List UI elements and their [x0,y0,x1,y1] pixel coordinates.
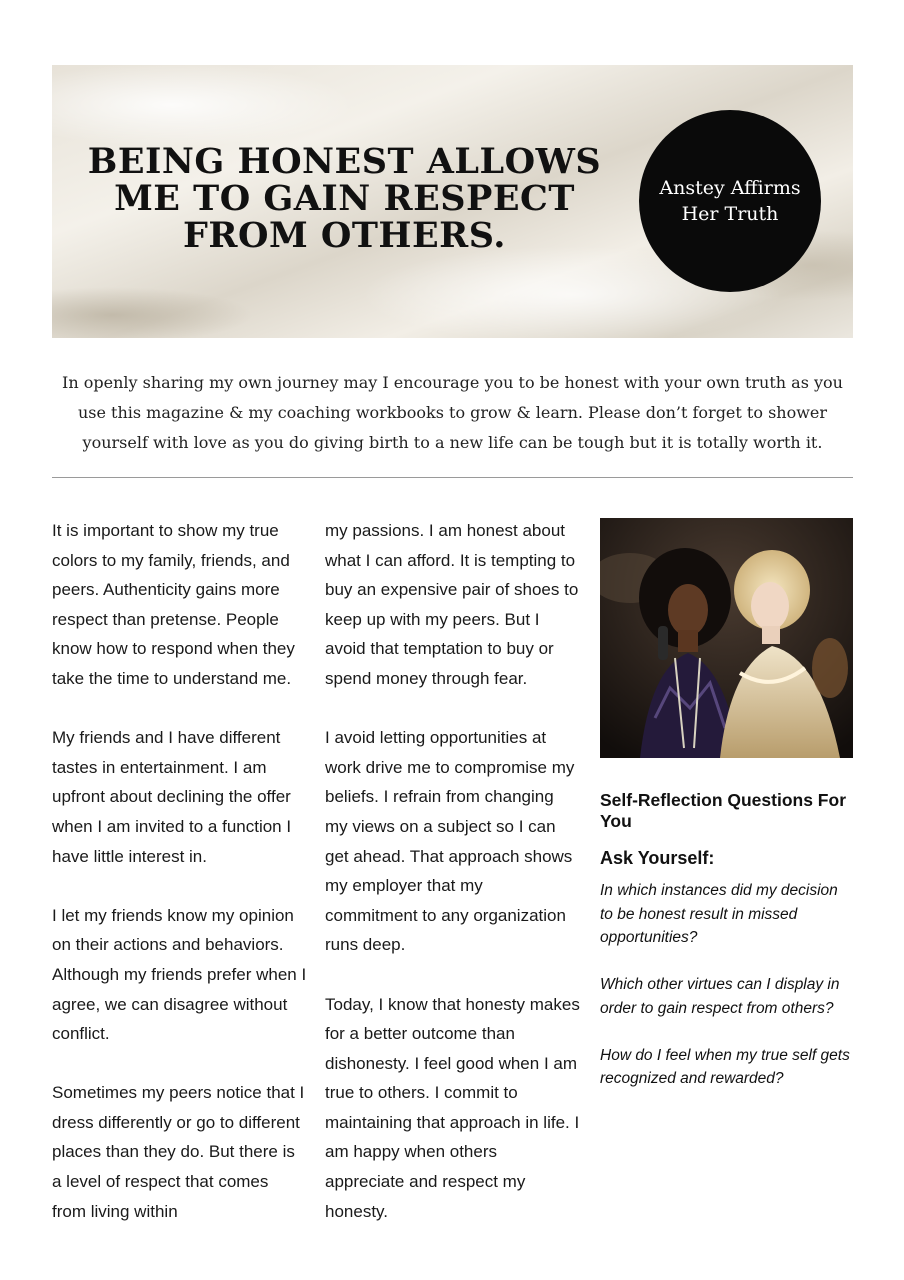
paragraph: Today, I know that honesty makes for a better outcome than dishonesty. I feel good when I am true to others. I commit to maintaining that approach in life. I am happy when others appreciate and respect my honesty. [325,994,580,1221]
question: Which other virtues can I display in order to gain respect from others? [600,976,840,1017]
question: How do I feel when my true self gets recognized and rewarded? [600,1046,850,1087]
paragraph: I let my friends know my opinion on their actions and behaviors. Although my friends prefer when I agree, we can disagree without conflict. [52,905,307,1044]
reflection-sidebar [600,790,855,1114]
sidebar-heading: Self-Reflection Questions For You [600,790,846,831]
photo-two-women [600,518,853,758]
paragraph: It is important to show my true colors to my family, friends, and peers. Authenticity gains more respect than pretense. People know how to respond when they take the time to understand me. [52,521,295,688]
page-title: BEING HONEST ALLOWS ME TO GAIN RESPECT FROM OTHERS. [87,141,602,256]
header-banner [52,65,853,338]
paragraph: Sometimes my peers notice that I dress differently or go to different places than they do. But there is a level of respect that comes from living within [52,1083,305,1221]
divider [52,477,853,478]
question: In which instances did my decision to be honest result in missed opportunities? [600,882,838,946]
intro-paragraph: In openly sharing my own journey may I encourage you to be honest with your own truth as you use this magazine & my coaching workbooks to grow & learn. Please don’t forget to shower yourself with love as you do giving birth to a new life can be tough but it is totally worth it. [62,373,843,452]
paragraph: my passions. I am honest about what I can afford. It is tempting to buy an expensive pair of shoes to keep up with my peers. But I avoid that temptation to buy or spend money through fear. [325,521,579,688]
paragraph: My friends and I have different tastes in entertainment. I am upfront about declining the offer when I am invited to a function I have little interest in. [52,728,292,866]
sidebar-subheading: Ask Yourself: [600,848,715,868]
affirmation-badge: Anstey Affirms Her Truth [639,110,821,292]
paragraph: I avoid letting opportunities at work drive me to compromise my beliefs. I refrain from changing my views on a subject so I can get ahead. That approach shows my employer that my commitment to any organization runs deep. [325,728,575,955]
article-column-1 [52,516,307,1256]
article-column-2 [325,516,580,1256]
